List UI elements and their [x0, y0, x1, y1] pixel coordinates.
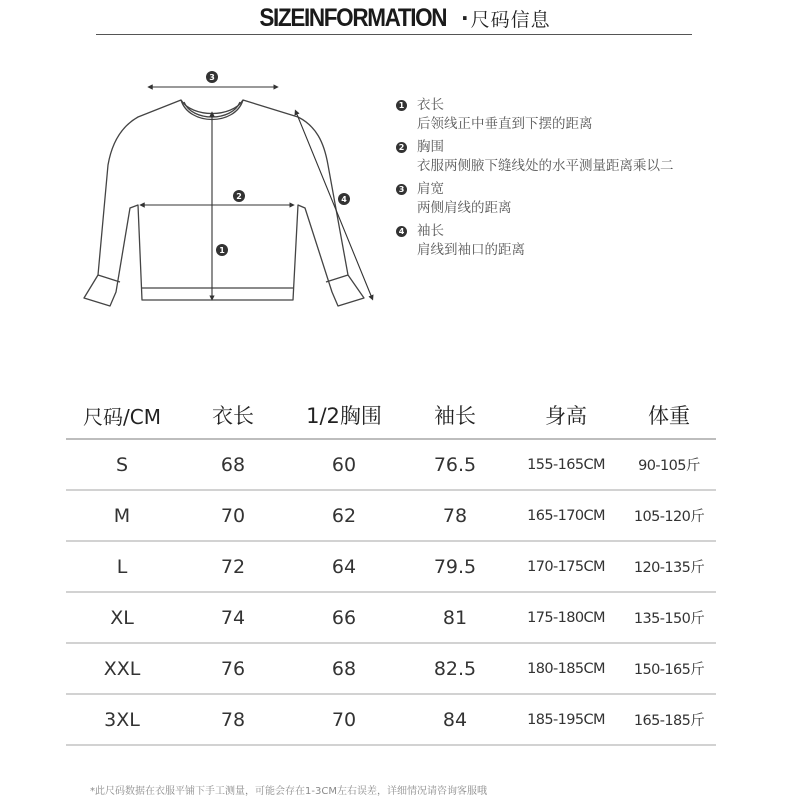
legend-item — [396, 138, 696, 176]
cell-half-chest: 66 — [288, 592, 400, 643]
cell-weight: 90-105斤 — [622, 439, 716, 490]
cell-weight: 150-165斤 — [622, 643, 716, 694]
cell-sleeve: 76.5 — [400, 439, 510, 490]
cell-sleeve: 78 — [400, 490, 510, 541]
cell-height: 175-180CM — [510, 592, 622, 643]
cell-height: 155-165CM — [510, 439, 622, 490]
cell-weight: 135-150斤 — [622, 592, 716, 643]
cell-size: XL — [66, 592, 178, 643]
legend-number: 2 — [396, 142, 407, 153]
header-divider — [96, 34, 692, 35]
table-row — [66, 439, 716, 490]
svg-text:4: 4 — [341, 195, 347, 204]
legend-name: 胸围 — [417, 139, 444, 155]
cell-length: 70 — [178, 490, 288, 541]
cell-length: 76 — [178, 643, 288, 694]
legend-name: 袖长 — [417, 223, 444, 239]
cell-height: 180-185CM — [510, 643, 622, 694]
cell-height: 165-170CM — [510, 490, 622, 541]
legend-number: 1 — [396, 100, 407, 111]
table-header-row — [66, 392, 716, 439]
cell-half-chest: 64 — [288, 541, 400, 592]
table-row — [66, 643, 716, 694]
header-title: SIZEINFORMATION — [259, 3, 447, 32]
measurement-legend — [396, 96, 696, 264]
column-header-height: 身高 — [510, 392, 622, 439]
cell-weight: 165-185斤 — [622, 694, 716, 745]
cell-size: XXL — [66, 643, 178, 694]
cell-length: 74 — [178, 592, 288, 643]
header — [0, 0, 800, 36]
cell-size: 3XL — [66, 694, 178, 745]
table-row — [66, 694, 716, 745]
cell-half-chest: 60 — [288, 439, 400, 490]
column-header-sleeve: 袖长 — [400, 392, 510, 439]
cell-half-chest: 70 — [288, 694, 400, 745]
column-header-size: 尺码/CM — [66, 392, 178, 439]
cell-sleeve: 81 — [400, 592, 510, 643]
legend-item — [396, 180, 696, 218]
cell-size: S — [66, 439, 178, 490]
measure-marker-4 — [338, 193, 350, 205]
table-row — [66, 541, 716, 592]
cell-half-chest: 62 — [288, 490, 400, 541]
legend-name: 衣长 — [417, 97, 444, 113]
svg-text:2: 2 — [236, 192, 242, 201]
legend-description: 两侧肩线的距离 — [417, 200, 512, 216]
sweater-diagram — [80, 60, 380, 325]
table-row — [66, 490, 716, 541]
measure-marker-2 — [233, 190, 245, 202]
table-row — [66, 592, 716, 643]
cell-length: 68 — [178, 439, 288, 490]
cell-size: M — [66, 490, 178, 541]
legend-number: 3 — [396, 184, 407, 195]
measure-marker-1 — [216, 244, 228, 256]
cell-sleeve: 82.5 — [400, 643, 510, 694]
cell-sleeve: 79.5 — [400, 541, 510, 592]
sweater-outline — [84, 100, 364, 306]
svg-text:1: 1 — [219, 246, 225, 255]
svg-text:3: 3 — [209, 73, 215, 82]
cell-sleeve: 84 — [400, 694, 510, 745]
legend-name: 肩宽 — [417, 181, 444, 197]
legend-item — [396, 222, 696, 260]
header-separator: · — [460, 6, 469, 30]
cell-height: 185-195CM — [510, 694, 622, 745]
cell-half-chest: 68 — [288, 643, 400, 694]
column-header-half-chest: 1/2胸围 — [288, 392, 400, 439]
cell-size: L — [66, 541, 178, 592]
legend-item — [396, 96, 696, 134]
cell-weight: 105-120斤 — [622, 490, 716, 541]
cell-length: 72 — [178, 541, 288, 592]
footnote: *此尺码数据在衣服平铺下手工测量，可能会存在1-3CM左右误差，详细情况请咨询客服哦 — [90, 786, 487, 797]
cell-height: 170-175CM — [510, 541, 622, 592]
legend-description: 后领线正中垂直到下摆的距离 — [417, 116, 593, 132]
header-subtitle: 尺码信息 — [470, 8, 551, 31]
cell-length: 78 — [178, 694, 288, 745]
legend-number: 4 — [396, 226, 407, 237]
measure-marker-3 — [206, 71, 218, 83]
cell-weight: 120-135斤 — [622, 541, 716, 592]
column-header-length: 衣长 — [178, 392, 288, 439]
column-header-weight: 体重 — [622, 392, 716, 439]
legend-description: 肩线到袖口的距离 — [417, 242, 525, 258]
size-table — [66, 392, 716, 746]
legend-description: 衣服两侧腋下缝线处的水平测量距离乘以二 — [417, 158, 674, 174]
